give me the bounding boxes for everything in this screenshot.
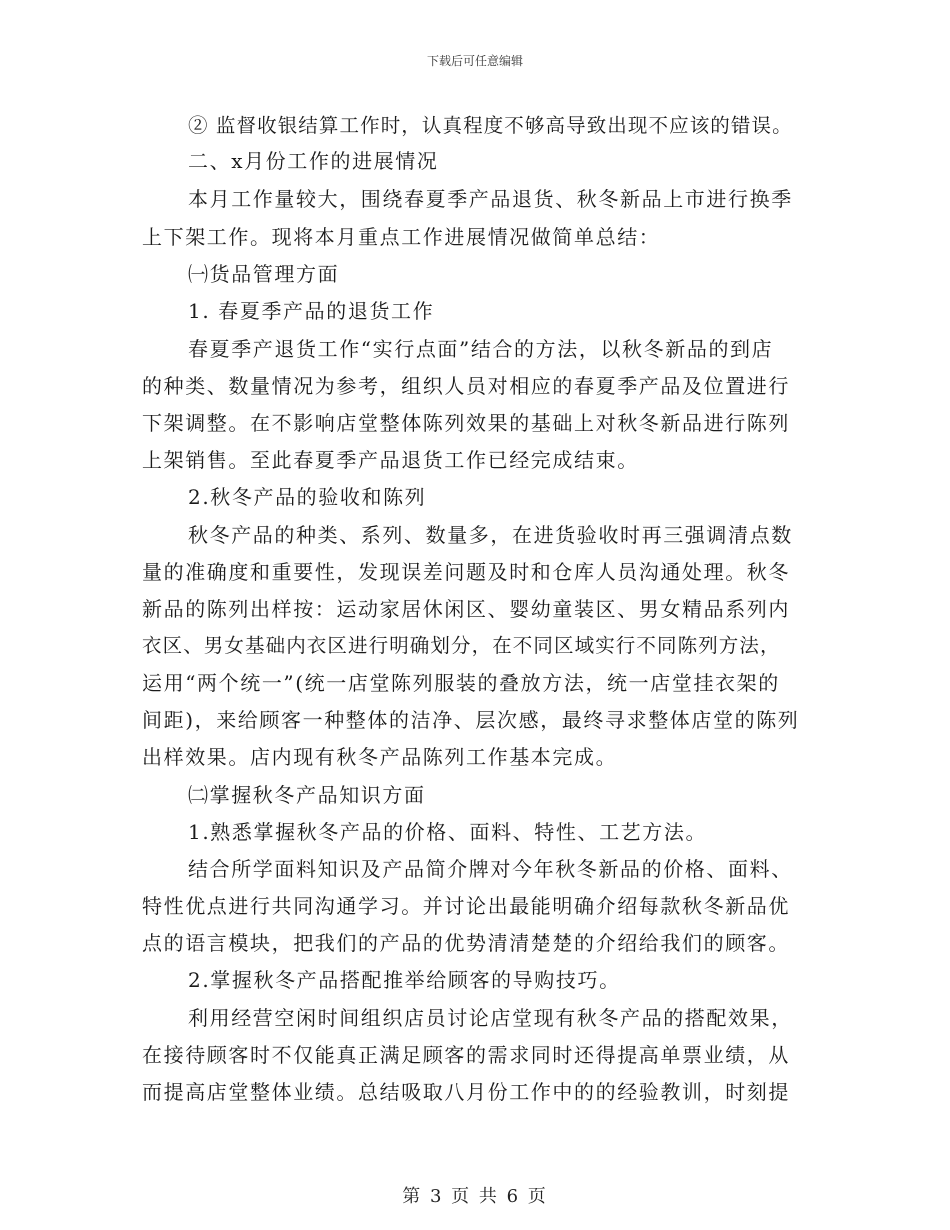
text-line: 间距)，来给顾客一种整体的洁净、层次感，最终寻求整体店堂的陈列: [142, 708, 800, 732]
text-line: 结合所学面料知识及产品简介牌对今年秋冬新品的价格、面料、: [188, 857, 793, 881]
subsection-heading: ㈠货品管理方面: [188, 262, 340, 286]
text-line: 上架销售。至此春夏季产品退货工作已经完成结束。: [142, 448, 639, 472]
text-line: 出样效果。店内现有秋冬产品陈列工作基本完成。: [142, 745, 618, 769]
text-line: 量的准确度和重要性，发现误差问题及时和仓库人员沟通处理。秋冬: [142, 560, 790, 584]
text-line: 春夏季产退货工作“实行点面”结合的方法，以秋冬新品的到店: [188, 337, 774, 361]
text-line: 衣区、男女基础内衣区进行明确划分，在不同区域实行不同陈列方法，: [142, 634, 781, 657]
text-line: 的种类、数量情况为参考，组织人员对相应的春夏季产品及位置进行: [142, 374, 790, 398]
text-line: ② 监督收银结算工作时，认真程度不够高导致出现不应该的错误。: [188, 114, 793, 137]
text-line: 而提高店堂整体业绩。总结吸取八月份工作中的的经验教训，时刻提: [142, 1080, 790, 1104]
page-header: 下载后可任意编辑: [426, 54, 523, 68]
subsection-heading: ㈡掌握秋冬产品知识方面: [188, 783, 426, 807]
page-number-footer: 第 3 页 共 6 页: [402, 1186, 548, 1207]
text-line: 特性优点进行共同沟通学习。并讨论出最能明确介绍每款秋冬新品优: [142, 894, 790, 918]
section-heading: 二、x月份工作的进展情况: [188, 149, 439, 173]
text-line: 运用“两个统一”(统一店堂陈列服装的叠放方法，统一店堂挂衣架的: [142, 671, 780, 695]
text-line: 新品的陈列出样按：运动家居休闲区、婴幼童装区、男女精品系列内: [142, 597, 790, 621]
item-heading: 2.秋冬产品的验收和陈列: [188, 485, 427, 509]
text-line: 在接待顾客时不仅能真正满足顾客的需求同时还得提高单票业绩，从: [142, 1043, 790, 1067]
item-heading: 2.掌握秋冬产品搭配推举给顾客的导购技巧。: [188, 968, 621, 992]
item-heading: 1.熟悉掌握秋冬产品的价格、面料、特性、工艺方法。: [188, 820, 708, 844]
text-line: 本月工作量较大，围绕春夏季产品退货、秋冬新品上市进行换季: [188, 187, 793, 211]
text-line: 利用经营空闲时间组织店员讨论店堂现有秋冬产品的搭配效果，: [188, 1006, 793, 1030]
text-line: 秋冬产品的种类、系列、数量多，在进货验收时再三强调清点数: [188, 523, 793, 547]
text-line: 上下架工作。现将本月重点工作进展情况做简单总结：: [142, 225, 661, 249]
text-line: 点的语言模块，把我们的产品的优势清清楚楚的介绍给我们的顾客。: [142, 931, 790, 955]
item-heading: 1. 春夏季产品的退货工作: [188, 299, 435, 323]
text-line: 下架调整。在不影响店堂整体陈列效果的基础上对秋冬新品进行陈列: [142, 411, 790, 435]
